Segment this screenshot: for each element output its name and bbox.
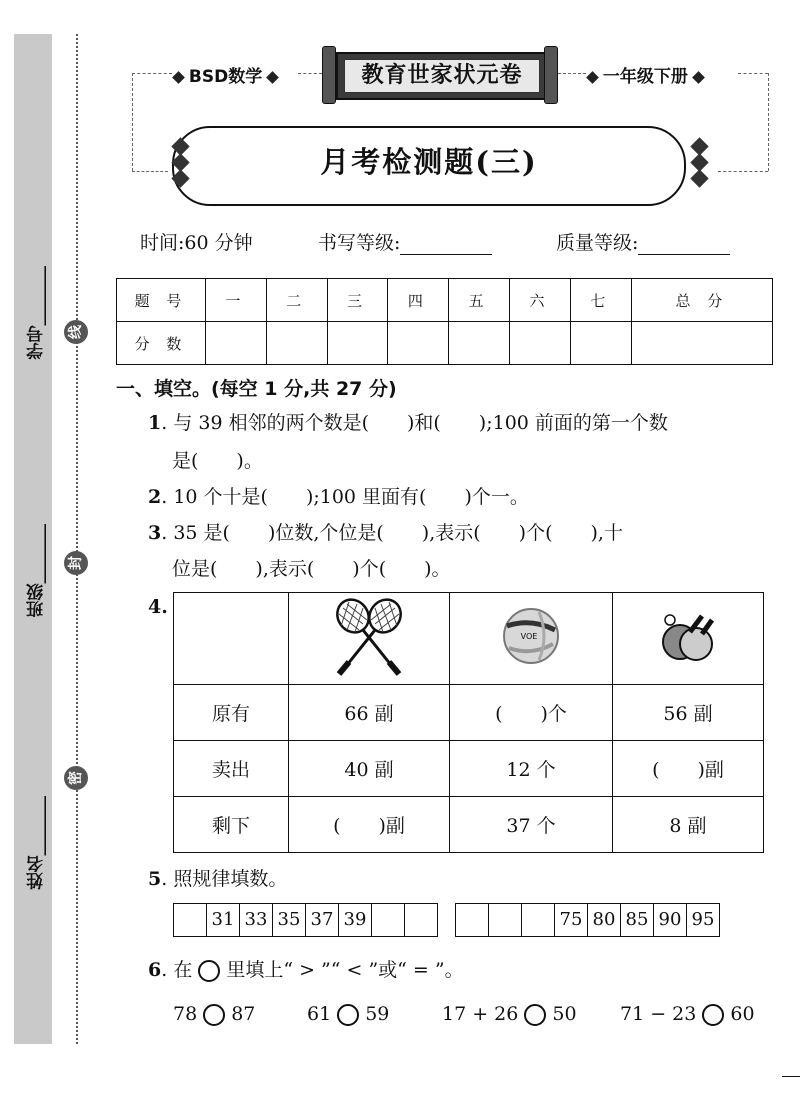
- sequence-box: 39: [338, 904, 371, 936]
- header-dash-left: [132, 73, 172, 74]
- header-dash-left-b: [132, 171, 168, 172]
- question-4: 4.: [148, 596, 168, 618]
- question-2: 2. 10 个十是( );100 里面有( )个一。: [148, 486, 529, 508]
- score-header-cell: 六: [510, 279, 571, 322]
- left-tag: BSD数学: [174, 62, 277, 87]
- question-4-table: [173, 592, 764, 853]
- seal-secret: 密: [64, 766, 88, 790]
- table-row: [117, 279, 773, 322]
- table-cell: 56 副: [613, 685, 764, 741]
- sequence-box[interactable]: [404, 904, 437, 936]
- score-header-cell: 五: [449, 279, 510, 322]
- sequence-box: 37: [305, 904, 338, 936]
- question-3-cont: 位是( ),表示( )个( )。: [172, 558, 451, 580]
- table-row: [174, 797, 764, 853]
- score-header-cell: 总 分: [631, 279, 772, 322]
- student-id-label: 学号_______: [27, 266, 47, 360]
- class-label: 班级_______: [27, 524, 47, 618]
- badminton-rackets-cell: [289, 593, 450, 685]
- writing-grade: 书写等级:: [318, 228, 492, 255]
- badminton-rackets-icon: [329, 596, 409, 676]
- ball-brand-text: VOE: [520, 632, 538, 641]
- table-cell: 37 个: [450, 797, 613, 853]
- sequence-box[interactable]: [456, 904, 488, 936]
- writing-grade-blank[interactable]: [400, 232, 492, 255]
- section-heading: 一、填空。(每空 1 分,共 27 分): [116, 378, 397, 400]
- diamond-icon: [692, 71, 705, 84]
- name-label: 姓名_______: [27, 796, 47, 890]
- compare-circle[interactable]: [337, 1004, 359, 1026]
- volleyball-cell: [450, 593, 613, 685]
- table-cell: 12 个: [450, 741, 613, 797]
- scroll-roll-left: [322, 46, 336, 104]
- sequence-box: 33: [239, 904, 272, 936]
- series-title: 教育世家状元卷: [344, 59, 540, 93]
- sequence-box: 31: [206, 904, 239, 936]
- header-dash-right-v: [768, 73, 769, 171]
- score-cell[interactable]: [206, 322, 267, 365]
- table-cell-blank[interactable]: ( )个: [450, 685, 613, 741]
- sequence-box: 75: [554, 904, 587, 936]
- time-info: 时间:60 分钟: [140, 232, 253, 254]
- question-3: 3. 35 是( )位数,个位是( ),表示( )个( ),十: [148, 522, 623, 544]
- row-label: 卖出: [174, 741, 289, 797]
- question-6: 6. 在 里填上“ > ”“ < ”或“ = ”。: [148, 959, 464, 981]
- sequence-box[interactable]: [371, 904, 404, 936]
- comparison-2: 61 59: [307, 1003, 390, 1025]
- scroll-roll-right: [544, 46, 558, 104]
- score-row-label: 分 数: [117, 322, 206, 365]
- question-1-cont: 是( )。: [172, 450, 263, 472]
- diamond-icon: [172, 71, 185, 84]
- score-header-cell: 一: [206, 279, 267, 322]
- header-dash-left-v: [132, 73, 133, 171]
- compare-circle[interactable]: [702, 1004, 724, 1026]
- score-cell[interactable]: [570, 322, 631, 365]
- header-dash: [298, 73, 322, 74]
- header-dash-right: [738, 73, 768, 74]
- score-table: [116, 278, 773, 365]
- score-header-cell: 二: [266, 279, 327, 322]
- comparison-1: 78 87: [173, 1003, 256, 1025]
- score-cell[interactable]: [449, 322, 510, 365]
- score-header-cell: 七: [570, 279, 631, 322]
- sequence-box[interactable]: [521, 904, 554, 936]
- compare-circle[interactable]: [203, 1004, 225, 1026]
- quality-grade: 质量等级:: [556, 228, 730, 255]
- compare-circle[interactable]: [524, 1004, 546, 1026]
- header-dash-right-b: [718, 171, 768, 172]
- table-row: [174, 593, 764, 685]
- diamond-icon: [266, 71, 279, 84]
- sequence-box: 90: [653, 904, 686, 936]
- diamond-icon: [690, 169, 708, 187]
- score-cell[interactable]: [266, 322, 327, 365]
- score-cell[interactable]: [388, 322, 449, 365]
- score-header-cell: 四: [388, 279, 449, 322]
- header-dash: [558, 73, 586, 74]
- table-cell: 66 副: [289, 685, 450, 741]
- right-tag: 一年级下册: [588, 62, 703, 87]
- sequence-box: 95: [686, 904, 719, 936]
- sequence-boxes-2: [455, 903, 720, 937]
- diamond-icon: [586, 71, 599, 84]
- sequence-box[interactable]: [488, 904, 521, 936]
- quality-grade-blank[interactable]: [638, 232, 730, 255]
- page-edge-mark: [782, 1076, 800, 1077]
- sequence-box: 85: [620, 904, 653, 936]
- table-row: [174, 741, 764, 797]
- table-cell-blank[interactable]: ( )副: [613, 741, 764, 797]
- binding-strip: [14, 34, 52, 1044]
- table-cell: 8 副: [613, 797, 764, 853]
- question-5: 5. 照规律填数。: [148, 868, 288, 890]
- table-row: [117, 322, 773, 365]
- seal-seal: 封: [64, 551, 88, 575]
- circle-icon: [198, 960, 220, 982]
- table-cell-blank[interactable]: ( )副: [289, 797, 450, 853]
- title-scroll: [322, 46, 558, 102]
- score-cell[interactable]: [327, 322, 388, 365]
- table-cell-empty: [174, 593, 289, 685]
- comparison-3: 17 + 26 50: [442, 1003, 577, 1025]
- sequence-box: 35: [272, 904, 305, 936]
- sequence-box[interactable]: [174, 904, 206, 936]
- table-cell: 40 副: [289, 741, 450, 797]
- sequence-boxes-1: [173, 903, 438, 937]
- comparison-4: 71 − 23 60: [620, 1003, 755, 1025]
- row-label: 原有: [174, 685, 289, 741]
- question-1: 1. 与 39 相邻的两个数是( )和( );100 前面的第一个数: [148, 412, 668, 434]
- table-row: [174, 685, 764, 741]
- ping-pong-paddles-icon: [656, 604, 720, 668]
- page-title: 月考检测题(三): [320, 145, 538, 179]
- score-header-cell: 三: [327, 279, 388, 322]
- score-header-cell: 题 号: [117, 279, 206, 322]
- ping-pong-cell: [613, 593, 764, 685]
- seal-line: 线: [64, 320, 88, 344]
- sequence-box: 80: [587, 904, 620, 936]
- score-cell[interactable]: [510, 322, 571, 365]
- volleyball-icon: [499, 604, 563, 668]
- row-label: 剩下: [174, 797, 289, 853]
- score-cell[interactable]: [631, 322, 772, 365]
- cut-line: [76, 34, 78, 1044]
